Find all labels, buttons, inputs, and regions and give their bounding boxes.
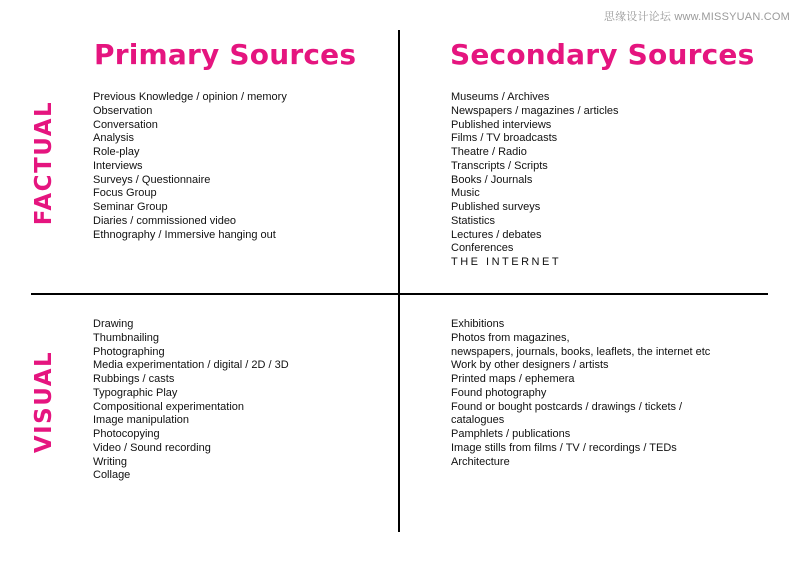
list-item: Diaries / commissioned video [93, 214, 237, 227]
list-item: Typographic Play [93, 386, 178, 399]
watermark: 思缘设计论坛 www.MISSYUAN.COM [603, 11, 790, 23]
list-item: Previous Knowledge / opinion / memory [93, 91, 287, 103]
list-item: Photocopying [93, 428, 160, 440]
list-item: Photographing [93, 345, 165, 358]
list-item: newspapers, journals, books, leaflets, the internet etc [451, 345, 711, 358]
list-item: Rubbings / casts [93, 373, 175, 385]
list-item: Interviews [93, 159, 143, 172]
row-label-factual: FACTUAL [31, 100, 57, 226]
list-item: Published interviews [451, 118, 552, 131]
list-item: Seminar Group [93, 201, 168, 213]
list-item: Found or bought postcards / drawings / tickets / [451, 400, 683, 413]
row-label-visual: VISUAL [31, 350, 57, 454]
list-item: Found photography [451, 386, 547, 399]
list-item: Observation [93, 104, 153, 117]
column-title-primary: Primary Sources [94, 38, 357, 71]
list-item: Printed maps / ephemera [451, 373, 575, 385]
visual-secondary-list [451, 318, 710, 469]
list-item: Drawing [93, 318, 134, 330]
list-item: Thumbnailing [93, 331, 160, 344]
list-item: Conferences [451, 242, 514, 255]
list-item: Role-play [93, 146, 140, 158]
list-item: Collage [93, 469, 131, 482]
list-item: Transcripts / Scripts [451, 159, 548, 172]
list-item: Analysis [93, 132, 134, 145]
list-item: Photos from magazines, [451, 331, 570, 344]
list-item: Image manipulation [93, 414, 190, 427]
list-item: Surveys / Questionnaire [93, 173, 211, 186]
list-item: Lectures / debates [451, 228, 542, 241]
list-item: Statistics [451, 214, 496, 227]
list-item: catalogues [451, 414, 505, 427]
list-item: Published surveys [451, 201, 541, 213]
list-item: Media experimentation / digital / 2D / 3D [93, 359, 289, 372]
list-item: Architecture [451, 455, 510, 468]
list-item: Music [451, 187, 480, 200]
list-item: Image stills from films / TV / recordings / TEDs [451, 441, 677, 454]
vertical-divider [398, 30, 400, 532]
list-item: Compositional experimentation [93, 400, 245, 413]
list-item: Films / TV broadcasts [451, 132, 558, 145]
list-item: Newspapers / magazines / articles [451, 104, 619, 117]
list-item: Video / Sound recording [93, 441, 211, 454]
list-item: Ethnography / Immersive hanging out [93, 228, 276, 241]
list-item: Books / Journals [451, 173, 533, 186]
list-item: Exhibitions [451, 318, 505, 330]
list-item: Pamphlets / publications [451, 428, 571, 440]
list-item: Focus Group [93, 187, 157, 200]
list-item: THE INTERNET [451, 256, 562, 268]
list-item: Theatre / Radio [451, 146, 527, 158]
list-item: Conversation [93, 118, 158, 131]
horizontal-divider [31, 293, 768, 295]
list-item: Writing [93, 455, 128, 468]
factual-primary-list [93, 91, 287, 242]
list-item: Museums / Archives [451, 91, 550, 103]
column-title-secondary: Secondary Sources [450, 38, 755, 71]
list-item: Work by other designers / artists [451, 359, 609, 372]
visual-primary-list [93, 318, 289, 483]
factual-secondary-list [451, 91, 619, 270]
